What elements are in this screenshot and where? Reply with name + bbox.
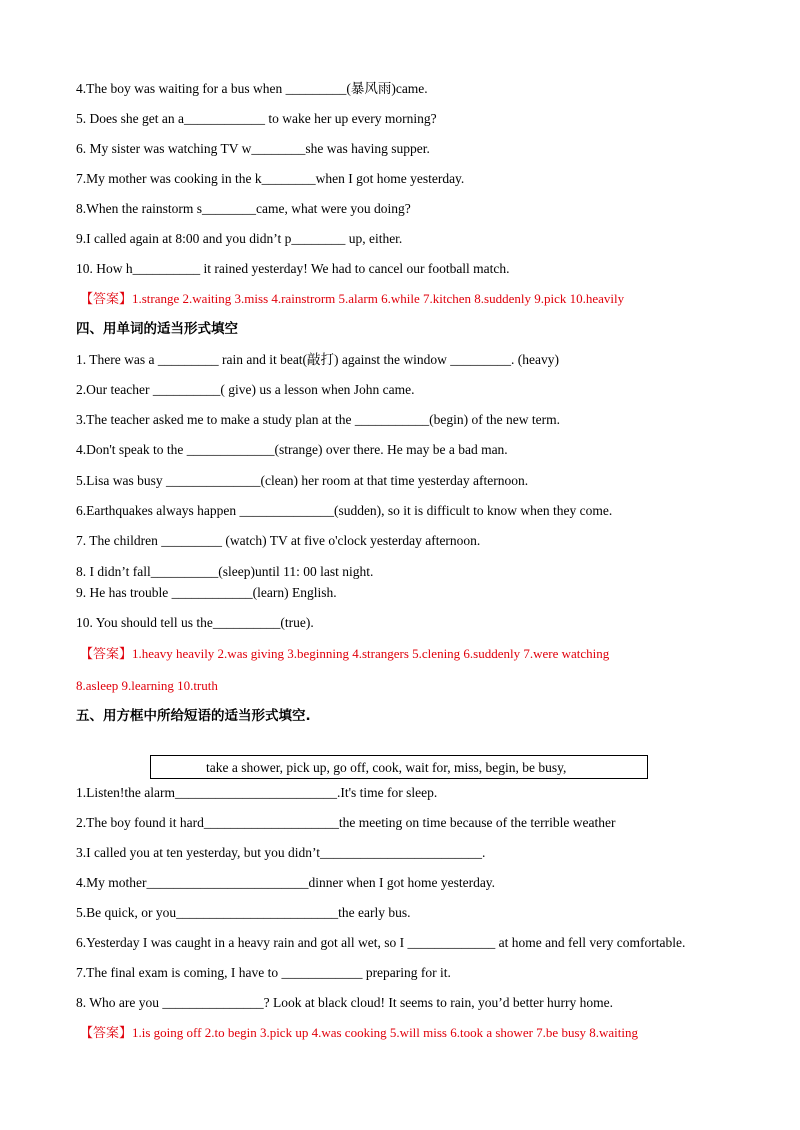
question-line: 4.My mother________________________dinner when I got home yesterday. (76, 875, 496, 890)
question-line: 2.Our teacher __________( give) us a lesson when John came. (76, 382, 415, 397)
answer-key-continued: 8.asleep 9.learning 10.truth (76, 678, 218, 693)
question-line: 4.Don't speak to the _____________(strange) over there. He may be a bad man. (76, 442, 508, 457)
question-line: 6.Yesterday I was caught in a heavy rain and got all wet, so I _____________ at home and fell very comfortable. (76, 935, 686, 950)
answer-key: 【答案】1.strange 2.waiting 3.miss 4.rainstrorm 5.alarm 6.while 7.kitchen 8.suddenly 9.pick 10.heavily (80, 291, 625, 306)
question-line: 5. Does she get an a____________ to wake her up every morning? (76, 111, 437, 126)
question-line: 9.I called again at 8:00 and you didn’t p________ up, either. (76, 231, 403, 246)
question-line: 4.The boy was waiting for a bus when _________(暴风雨)came. (76, 81, 428, 96)
question-line: 8. I didn’t fall__________(sleep)until 11: 00 last night. (76, 564, 374, 579)
question-line: 7. The children _________ (watch) TV at five o'clock yesterday afternoon. (76, 533, 481, 548)
question-line: 6. My sister was watching TV w________she was having supper. (76, 141, 430, 156)
answer-key: 【答案】1.heavy heavily 2.was giving 3.beginning 4.strangers 5.clening 6.suddenly 7.were watching (80, 646, 610, 661)
question-line: 1.Listen!the alarm________________________.It's time for sleep. (76, 785, 438, 800)
question-line: 6.Earthquakes always happen ______________(sudden), so it is difficult to know when they come. (76, 503, 613, 518)
question-line: 7.My mother was cooking in the k________when I got home yesterday. (76, 171, 465, 186)
question-line: 5.Lisa was busy ______________(clean) her room at that time yesterday afternoon. (76, 473, 529, 488)
question-line: 5.Be quick, or you________________________the early bus. (76, 905, 411, 920)
phrase-list: take a shower, pick up, go off, cook, wait for, miss, begin, be busy, (206, 760, 567, 775)
phrase-box (150, 755, 648, 779)
question-line: 7.The final exam is coming, I have to ____________ preparing for it. (76, 965, 451, 980)
question-line: 9. He has trouble ____________(learn) English. (76, 585, 337, 600)
question-line: 1. There was a _________ rain and it beat(敲打) against the window _________. (heavy) (76, 352, 560, 367)
answer-key: 【答案】1.is going off 2.to begin 3.pick up 4.was cooking 5.will miss 6.took a shower 7.be busy 8.waiting (80, 1025, 638, 1040)
section-heading: 四、用单词的适当形式填空 (76, 321, 238, 337)
section-heading: 五、用方框中所给短语的适当形式填空. (76, 708, 311, 724)
question-line: 10. You should tell us the__________(true). (76, 615, 314, 630)
question-line: 8.When the rainstorm s________came, what were you doing? (76, 201, 411, 216)
question-line: 3.I called you at ten yesterday, but you didn’t________________________. (76, 845, 486, 860)
question-line: 3.The teacher asked me to make a study plan at the ___________(begin) of the new term. (76, 412, 560, 427)
question-line: 2.The boy found it hard____________________the meeting on time because of the terrible weather (76, 815, 616, 830)
question-line: 10. How h__________ it rained yesterday! We had to cancel our football match. (76, 261, 510, 276)
question-line: 8. Who are you _______________? Look at black cloud! It seems to rain, you’d better hurry home. (76, 995, 613, 1010)
